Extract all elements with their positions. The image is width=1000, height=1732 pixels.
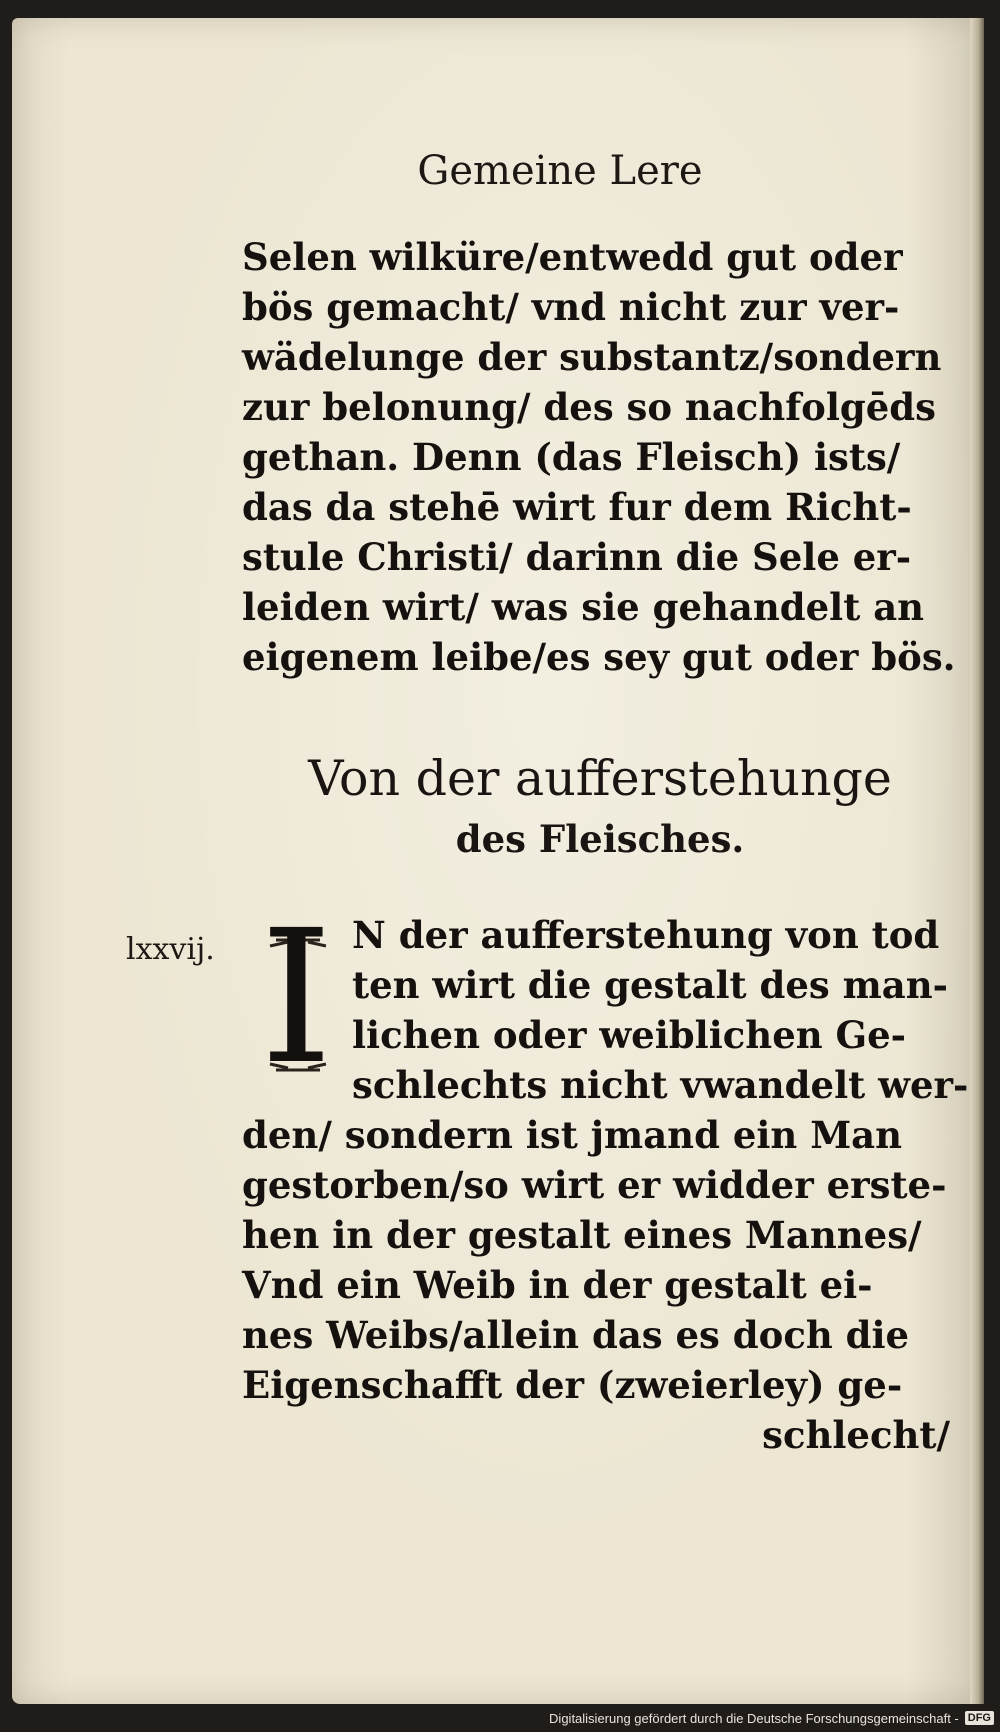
text-line: nes Weibs/allein das es doch die: [242, 1313, 910, 1357]
text-line: leiden wirt/ was sie gehandelt an: [242, 585, 925, 629]
text-line: Eigenschafft der (zweierley) ge-: [242, 1363, 903, 1407]
text-line: zur belonung/ des so nachfolgēds: [242, 385, 936, 429]
text-line: schlechts nicht vwandelt wer-: [352, 1063, 969, 1107]
digitization-credit: [549, 1706, 994, 1730]
dfg-logo-icon: DFG: [965, 1711, 994, 1725]
text-line: lichen oder weiblichen Ge-: [352, 1013, 907, 1057]
marginal-number: lxxvij.: [126, 932, 215, 967]
text-line: ten wirt die gestalt des man-: [352, 963, 948, 1007]
text-line: gestorben/so wirt er widder erste-: [242, 1163, 947, 1207]
text-line: den/ sondern ist jmand ein Man: [242, 1113, 903, 1157]
page-binding-edge: [970, 18, 984, 1704]
text-line: gethan. Denn (das Fleisch) ists/: [242, 435, 901, 479]
text-line: das da stehē wirt fur dem Richt-: [242, 485, 912, 529]
catchword: schlecht/: [762, 1413, 950, 1457]
text-line: hen in der gestalt eines Mannes/: [242, 1213, 922, 1257]
section-heading-line-2: des Fleisches.: [455, 817, 745, 861]
paragraph-2: [242, 891, 969, 1460]
section-heading: [250, 745, 950, 865]
text-line: Selen wilküre/entwedd gut oder: [242, 235, 903, 279]
section-heading-line-1: Von der aufferstehunge: [308, 750, 892, 807]
text-line: N der aufferstehung von tod: [352, 913, 940, 957]
text-line: bös gemacht/ vnd nicht zur ver-: [242, 285, 900, 329]
show-through-shadow: [132, 838, 158, 920]
text-line: stule Christi/ darinn die Sele er-: [242, 535, 912, 579]
paragraph-1: [242, 232, 962, 682]
drop-cap: I: [260, 891, 333, 1105]
text-line: eigenem leibe/es sey gut oder bös.: [242, 635, 956, 679]
running-head: Gemeine Lere: [417, 148, 703, 194]
credit-text: Digitalisierung gefördert durch die Deutsche Forschungsgemeinschaft -: [549, 1710, 959, 1726]
text-line: Vnd ein Weib in der gestalt ei-: [242, 1263, 873, 1307]
text-line: wädelunge der substantz/sondern: [242, 335, 942, 379]
